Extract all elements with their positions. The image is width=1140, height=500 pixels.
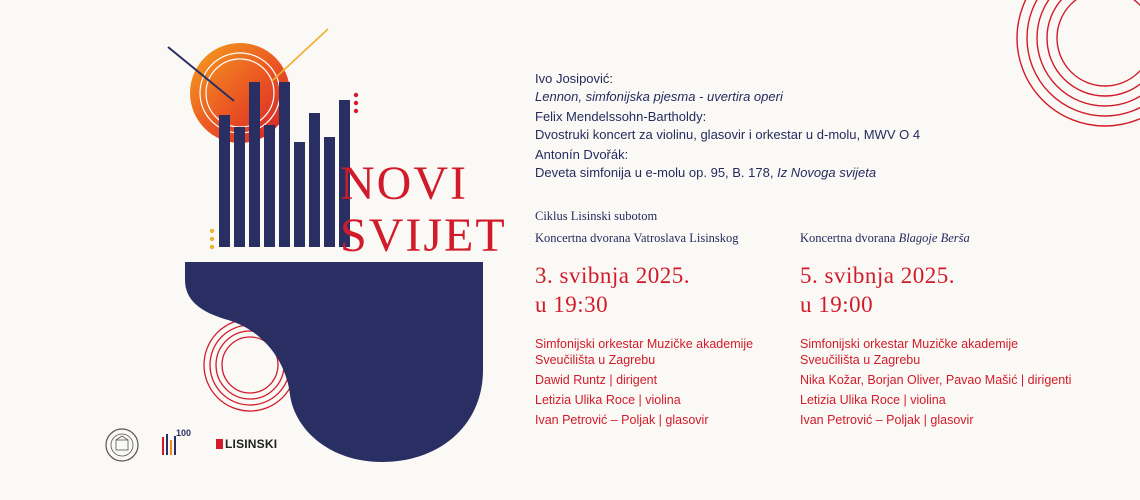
program-composer: Ivo Josipović: bbox=[535, 71, 614, 86]
performers bbox=[800, 336, 1090, 428]
bar bbox=[294, 142, 305, 247]
bar bbox=[279, 82, 290, 247]
concert-column-1 bbox=[535, 230, 825, 428]
performer-row: Nika Kožar, Borjan Oliver, Pavao Mašić | dirigenti bbox=[800, 373, 1072, 387]
lisinski-logo: LISINSKI bbox=[216, 437, 277, 451]
program-composer: Felix Mendelssohn-Bartholdy: bbox=[535, 109, 707, 124]
orchestra: Simfonijski orkestar Muzičke akademije Sveučilišta u Zagrebu bbox=[800, 337, 1019, 367]
bar bbox=[219, 115, 230, 247]
performer-row: Ivan Petrović – Poljak | glasovir bbox=[800, 413, 974, 427]
dot bbox=[354, 101, 358, 105]
performer-row: Letizia Ulika Roce | violina bbox=[535, 393, 681, 407]
logos-strip bbox=[104, 425, 294, 465]
university-seal-icon bbox=[104, 427, 140, 463]
orchestra: Simfonijski orkestar Muzičke akademije Sveučilišta u Zagrebu bbox=[535, 337, 754, 367]
centenary-label: 100 bbox=[176, 428, 192, 438]
program-work: Deveta simfonija u e-molu op. 95, B. 178, Iz Novoga svijeta bbox=[535, 165, 877, 180]
dot bbox=[210, 245, 214, 249]
title-line-2: SVIJET bbox=[340, 209, 507, 262]
program-work: Lennon, simfonijska pjesma - uvertira operi bbox=[535, 89, 783, 104]
performer-row: Dawid Runtz | dirigent bbox=[535, 373, 658, 387]
bar bbox=[309, 113, 320, 247]
bar bbox=[264, 125, 275, 247]
diagonal-line-gold bbox=[272, 29, 328, 81]
dot bbox=[210, 229, 214, 233]
concert-date: 5. svibnja 2025. u 19:00 bbox=[800, 263, 955, 317]
concert-date: 3. svibnja 2025. u 19:30 bbox=[535, 263, 690, 317]
program-composer: Antonín Dvořák: bbox=[535, 147, 629, 162]
title-line-1: NOVI bbox=[340, 157, 468, 210]
bar bbox=[234, 127, 245, 247]
dot bbox=[354, 93, 358, 97]
concert-cycle: Ciklus Lisinski subotom bbox=[535, 209, 658, 223]
bar bbox=[324, 137, 335, 247]
venue: Koncertna dvorana Blagoje Berša bbox=[800, 231, 970, 245]
bar bbox=[249, 82, 260, 247]
dot bbox=[210, 237, 214, 241]
dot bbox=[354, 109, 358, 113]
venue: Koncertna dvorana Vatroslava Lisinskog bbox=[535, 231, 739, 245]
program-list bbox=[535, 68, 1055, 184]
performers bbox=[535, 336, 825, 428]
concert-column-2 bbox=[800, 230, 1090, 428]
performer-row: Letizia Ulika Roce | violina bbox=[800, 393, 946, 407]
program-work: Dvostruki koncert za violinu, glasovir i orkestar u d-molu, MWV O 4 bbox=[535, 127, 921, 142]
performer-row: Ivan Petrović – Poljak | glasovir bbox=[535, 413, 709, 427]
